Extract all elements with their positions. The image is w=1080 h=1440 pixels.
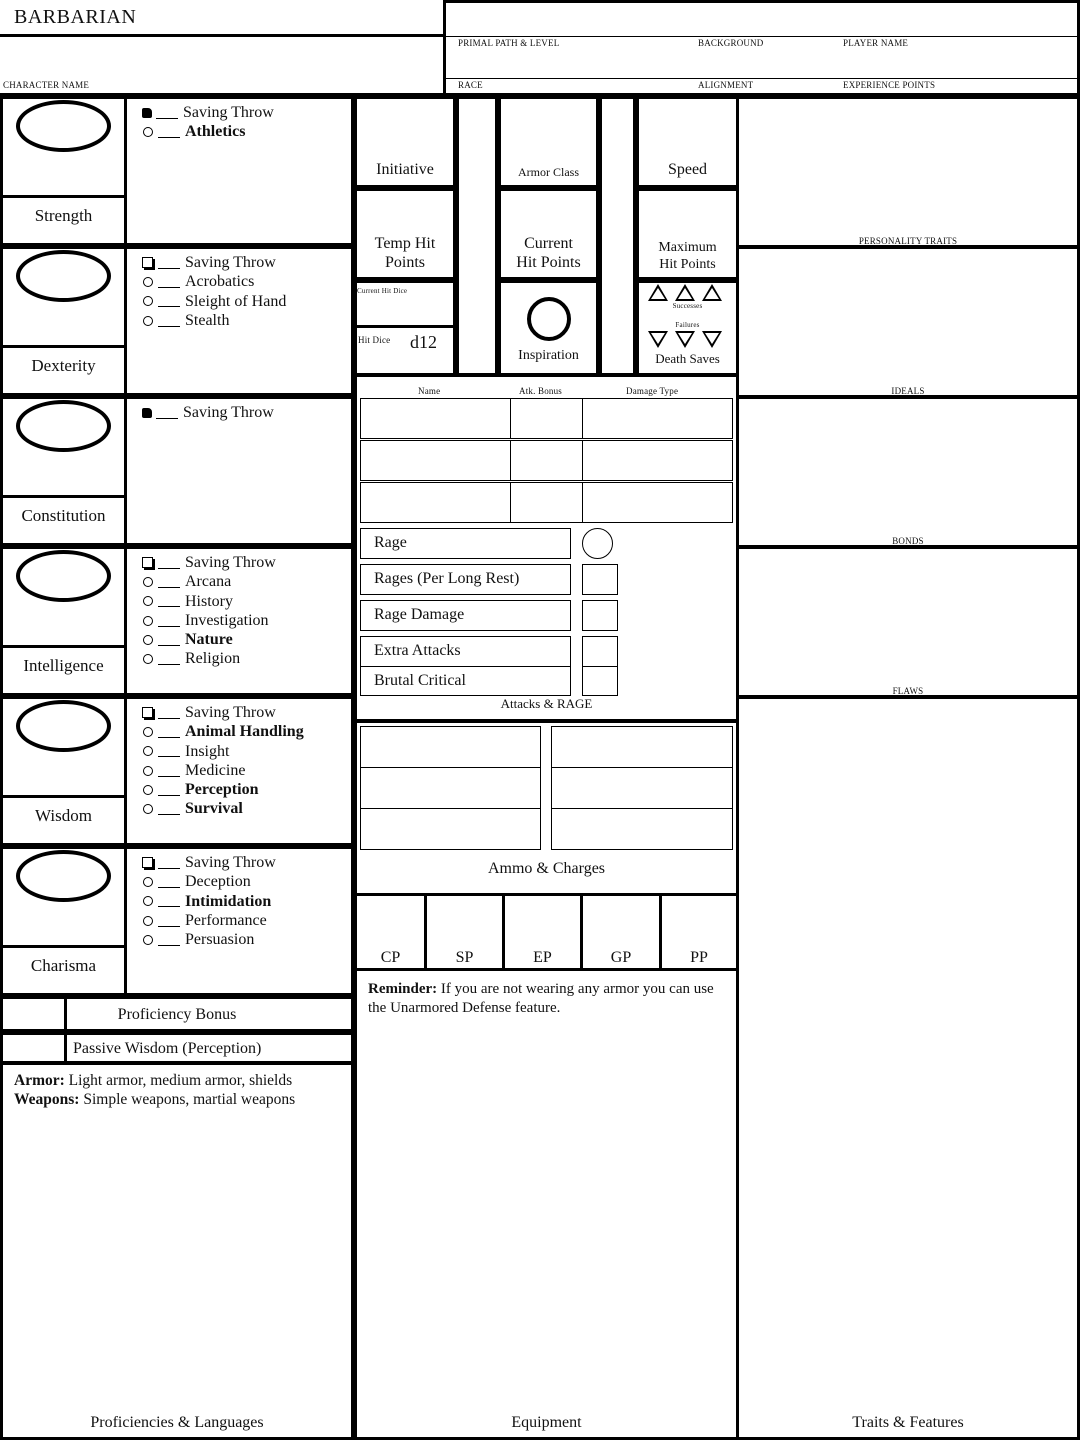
brutal-critical-value[interactable] xyxy=(582,666,618,696)
skill-row[interactable] xyxy=(141,122,274,141)
weapons-proficiency xyxy=(14,1091,295,1109)
death-save-failure-inner xyxy=(678,333,692,344)
inspiration-circle[interactable] xyxy=(527,297,571,341)
attack-col-bonus: Atk. Bonus xyxy=(519,386,563,396)
proficiency-checkbox[interactable] xyxy=(142,557,153,568)
ideals-label: IDEALS xyxy=(891,386,925,396)
skill-row[interactable] xyxy=(141,553,276,572)
proficiency-checkbox[interactable] xyxy=(143,896,153,906)
skill-bonus-blank[interactable] xyxy=(158,615,180,627)
death-save-success-inner xyxy=(678,288,692,299)
charisma-modifier-oval[interactable] xyxy=(16,850,111,902)
bonds-label: BONDS xyxy=(892,536,924,546)
skill-label: Stealth xyxy=(185,311,230,329)
armor-proficiency xyxy=(14,1072,292,1090)
dexterity-label: Dexterity xyxy=(31,356,96,375)
coin-label-cp: CP xyxy=(380,949,401,966)
ideals-box[interactable] xyxy=(736,246,1080,398)
skill-bonus-blank[interactable] xyxy=(158,726,180,738)
equipment-reminder xyxy=(368,980,728,1018)
coin-label-pp: PP xyxy=(690,949,708,966)
skill-bonus-blank[interactable] xyxy=(158,745,180,757)
death-save-failure-inner xyxy=(705,333,719,344)
weapons-label: Weapons: xyxy=(14,1091,80,1108)
skill-bonus-blank[interactable] xyxy=(158,915,180,927)
strength-skill-list xyxy=(141,103,274,142)
skill-label: Deception xyxy=(185,873,251,891)
attack-bonus-cell[interactable] xyxy=(510,398,583,439)
coin-label-sp: SP xyxy=(455,949,474,966)
skill-row[interactable] xyxy=(141,649,276,668)
alignment-label: ALIGNMENT xyxy=(698,80,754,90)
attack-name-cell[interactable] xyxy=(360,440,511,481)
strength-label: Strength xyxy=(34,206,93,225)
skill-row[interactable] xyxy=(141,853,276,872)
personality-traits-label: PERSONALITY TRAITS xyxy=(858,236,958,246)
intelligence-modifier-oval[interactable] xyxy=(16,550,111,602)
proficiency-checkbox[interactable] xyxy=(143,785,153,795)
skill-bonus-blank[interactable] xyxy=(156,107,178,119)
skill-bonus-blank[interactable] xyxy=(158,934,180,946)
charisma-label: Charisma xyxy=(30,956,97,975)
hit-dice-label: Hit Dice xyxy=(358,335,391,345)
skill-bonus-blank[interactable] xyxy=(158,576,180,588)
max-hp-label-2: Hit Points xyxy=(659,257,716,272)
skill-label: Insight xyxy=(185,742,230,760)
proficiency-checkbox[interactable] xyxy=(142,707,153,718)
temp-hp-label-1: Temp Hit xyxy=(374,235,436,252)
attack-col-damage: Damage Type xyxy=(626,386,679,396)
proficiency-checkbox[interactable] xyxy=(143,296,153,306)
constitution-modifier-oval[interactable] xyxy=(16,400,111,452)
skill-bonus-blank[interactable] xyxy=(158,653,180,665)
proficiency-checkbox[interactable] xyxy=(143,577,153,587)
proficiency-checkbox[interactable] xyxy=(143,654,153,664)
death-save-success-inner xyxy=(705,288,719,299)
skill-row[interactable] xyxy=(141,611,276,630)
coin-label-gp: GP xyxy=(610,949,632,966)
charisma-skill-list xyxy=(141,853,276,949)
combat-separator-right xyxy=(599,96,636,376)
proficiencies-title: Proficiencies & Languages xyxy=(90,1414,264,1431)
successes-label: Successes xyxy=(672,302,703,310)
rage-damage-value[interactable] xyxy=(582,600,618,631)
skill-label: Medicine xyxy=(185,761,246,779)
skill-label: Religion xyxy=(185,650,241,668)
skill-row[interactable] xyxy=(141,253,286,272)
ammo-cell[interactable] xyxy=(551,726,733,768)
ammo-cell[interactable] xyxy=(551,767,733,809)
death-save-success-inner xyxy=(651,288,665,299)
proficiency-checkbox[interactable] xyxy=(143,635,153,645)
ammo-title: Ammo & Charges xyxy=(487,860,606,877)
temp-hp-label-2: Points xyxy=(384,254,425,271)
skill-bonus-blank[interactable] xyxy=(158,876,180,888)
skill-bonus-blank[interactable] xyxy=(158,765,180,777)
skill-row[interactable] xyxy=(141,311,286,330)
equipment-box[interactable] xyxy=(354,968,739,1440)
attack-bonus-cell[interactable] xyxy=(510,440,583,481)
proficiency-checkbox[interactable] xyxy=(143,746,153,756)
proficiency-checkbox[interactable] xyxy=(143,766,153,776)
header-info-box xyxy=(443,0,1080,96)
skill-label: Survival xyxy=(185,800,243,818)
proficiency-bonus-label: Proficiency Bonus xyxy=(117,1006,237,1023)
skill-bonus-blank[interactable] xyxy=(158,784,180,796)
attack-name-cell[interactable] xyxy=(360,398,511,439)
skill-row[interactable] xyxy=(141,911,276,930)
skill-row[interactable] xyxy=(141,630,276,649)
skill-bonus-blank[interactable] xyxy=(158,295,180,307)
skill-row[interactable] xyxy=(141,780,304,799)
skill-label: Sleight of Hand xyxy=(185,292,287,310)
extra-attacks-value[interactable] xyxy=(582,636,618,667)
reminder-text: If you are not wearing any armor you can use the Unarmored Defense feature. xyxy=(368,981,714,1016)
hit-dice-value: d12 xyxy=(410,332,437,352)
proficiency-checkbox[interactable] xyxy=(143,877,153,887)
attack-damage-cell[interactable] xyxy=(582,482,733,523)
armor-class-label: Armor Class xyxy=(518,165,579,179)
skill-bonus-blank[interactable] xyxy=(158,557,180,569)
attacks-rage-title: Attacks & RAGE xyxy=(500,696,593,711)
player-name-label: PLAYER NAME xyxy=(843,38,909,48)
rages-per-rest-label: Rages (Per Long Rest) xyxy=(374,570,520,587)
proficiency-checkbox[interactable] xyxy=(142,857,153,868)
armor-text: Light armor, medium armor, shields xyxy=(68,1072,293,1089)
traits-features-title: Traits & Features xyxy=(852,1414,964,1431)
skill-label: Intimidation xyxy=(185,892,272,910)
skill-row[interactable] xyxy=(141,103,274,122)
skill-row[interactable] xyxy=(141,892,276,911)
skill-label: Persuasion xyxy=(185,931,255,949)
skill-bonus-blank[interactable] xyxy=(156,407,178,419)
skill-bonus-blank[interactable] xyxy=(158,634,180,646)
hit-dice-box[interactable] xyxy=(354,325,456,376)
constitution-skill-list xyxy=(141,403,274,422)
proficiency-checkbox[interactable] xyxy=(143,596,153,606)
reminder-label: Reminder: xyxy=(368,981,438,997)
attack-bonus-cell[interactable] xyxy=(510,482,583,523)
header-divider-2 xyxy=(446,78,1077,79)
ammo-cell[interactable] xyxy=(360,808,541,850)
skill-row[interactable] xyxy=(141,703,304,722)
skill-label: History xyxy=(185,592,233,610)
death-save-failure-inner xyxy=(651,333,665,344)
skill-label: Saving Throw xyxy=(185,854,276,871)
skill-label: Investigation xyxy=(185,611,269,629)
intelligence-label: Intelligence xyxy=(23,656,104,675)
constitution-label: Constitution xyxy=(21,506,106,525)
skill-row[interactable] xyxy=(141,930,276,949)
skill-label: Performance xyxy=(185,911,267,929)
skill-label: Saving Throw xyxy=(185,254,276,271)
proficiency-checkbox[interactable] xyxy=(142,257,153,268)
skill-row[interactable] xyxy=(141,742,304,761)
flaws-label: FLAWS xyxy=(892,686,924,696)
experience-label: EXPERIENCE POINTS xyxy=(843,80,936,90)
rage-circle[interactable] xyxy=(582,528,613,559)
skill-row[interactable] xyxy=(141,722,304,741)
proficiencies-box[interactable] xyxy=(0,1062,354,1440)
proficiency-checkbox[interactable] xyxy=(142,108,152,118)
proficiency-checkbox[interactable] xyxy=(143,727,153,737)
skill-label: Saving Throw xyxy=(185,704,276,721)
skill-row[interactable] xyxy=(141,572,276,591)
inspiration-label: Inspiration xyxy=(518,348,579,363)
proficiency-bonus-value[interactable] xyxy=(3,999,64,1029)
rage-damage-label: Rage Damage xyxy=(374,606,465,623)
rage-label: Rage xyxy=(374,534,407,551)
skill-row[interactable] xyxy=(141,761,304,780)
skill-label: Perception xyxy=(185,781,259,799)
primal-path-label: PRIMAL PATH & LEVEL xyxy=(458,38,560,48)
personality-traits-box[interactable] xyxy=(736,96,1080,248)
race-label: RACE xyxy=(458,80,483,90)
header-divider-1 xyxy=(446,36,1077,37)
proficiency-checkbox[interactable] xyxy=(143,616,153,626)
skill-label: Animal Handling xyxy=(185,723,304,741)
passive-wisdom-value[interactable] xyxy=(3,1035,64,1061)
rages-per-rest-value[interactable] xyxy=(582,564,618,595)
attack-damage-cell[interactable] xyxy=(582,440,733,481)
skill-row[interactable] xyxy=(141,292,286,311)
skill-bonus-blank[interactable] xyxy=(158,803,180,815)
equipment-title: Equipment xyxy=(511,1414,582,1431)
speed-label: Speed xyxy=(667,161,708,178)
proficiency-checkbox[interactable] xyxy=(143,316,153,326)
combat-separator-left xyxy=(456,96,498,376)
max-hp-label-1: Maximum xyxy=(658,240,717,255)
skill-label: Nature xyxy=(185,631,233,649)
skill-bonus-blank[interactable] xyxy=(158,315,180,327)
dexterity-skill-list xyxy=(141,253,286,330)
skill-row[interactable] xyxy=(141,272,286,291)
proficiency-checkbox[interactable] xyxy=(143,916,153,926)
wisdom-label: Wisdom xyxy=(35,806,92,825)
extra-attacks-label: Extra Attacks xyxy=(374,642,461,659)
skill-label: Saving Throw xyxy=(183,404,274,421)
skill-bonus-blank[interactable] xyxy=(158,857,180,869)
weapons-text: Simple weapons, martial weapons xyxy=(83,1091,296,1108)
skill-bonus-blank[interactable] xyxy=(158,595,180,607)
current-hp-label-2: Hit Points xyxy=(516,254,581,271)
initiative-label: Initiative xyxy=(376,161,434,178)
skill-row[interactable] xyxy=(141,872,276,891)
attack-damage-cell[interactable] xyxy=(582,398,733,439)
proficiency-checkbox[interactable] xyxy=(142,408,152,418)
current-hit-dice-label: Current Hit Dice xyxy=(357,287,408,295)
attack-name-cell[interactable] xyxy=(360,482,511,523)
proficiency-checkbox[interactable] xyxy=(143,804,153,814)
character-name-label: CHARACTER NAME xyxy=(3,80,90,90)
intelligence-skill-list xyxy=(141,553,276,669)
skill-bonus-blank[interactable] xyxy=(158,126,180,138)
flaws-box[interactable] xyxy=(736,546,1080,698)
proficiency-checkbox[interactable] xyxy=(143,127,153,137)
proficiency-checkbox[interactable] xyxy=(143,277,153,287)
ammo-cell[interactable] xyxy=(551,808,733,850)
skill-bonus-blank[interactable] xyxy=(158,895,180,907)
skill-label: Saving Throw xyxy=(183,104,274,121)
passive-wisdom-label: Passive Wisdom (Perception) xyxy=(73,1040,262,1057)
background-label: BACKGROUND xyxy=(698,38,764,48)
ammo-cell[interactable] xyxy=(360,726,541,768)
proficiency-checkbox[interactable] xyxy=(143,935,153,945)
skill-label: Acrobatics xyxy=(185,273,255,291)
bonds-box[interactable] xyxy=(736,396,1080,548)
wisdom-modifier-oval[interactable] xyxy=(16,700,111,752)
skill-row[interactable] xyxy=(141,799,304,818)
death-saves-label: Death Saves xyxy=(655,351,720,366)
current-hp-label-1: Current xyxy=(524,235,573,252)
skill-label: Athletics xyxy=(185,123,246,141)
skill-label: Arcana xyxy=(185,573,232,591)
attack-col-name: Name xyxy=(418,386,441,396)
skill-label: Saving Throw xyxy=(185,554,276,571)
brutal-critical-label: Brutal Critical xyxy=(374,672,466,689)
wisdom-skill-list xyxy=(141,703,304,819)
ammo-cell[interactable] xyxy=(360,767,541,809)
skill-bonus-blank[interactable] xyxy=(158,257,180,269)
skill-bonus-blank[interactable] xyxy=(158,276,180,288)
failures-label: Failures xyxy=(675,321,700,329)
coin-label-ep: EP xyxy=(533,949,552,966)
traits-features-box[interactable] xyxy=(736,696,1080,1440)
armor-label: Armor: xyxy=(14,1072,65,1089)
skill-bonus-blank[interactable] xyxy=(158,707,180,719)
skill-row[interactable] xyxy=(141,592,276,611)
strength-modifier-oval[interactable] xyxy=(16,100,111,152)
class-title: BARBARIAN xyxy=(14,6,137,28)
skill-row[interactable] xyxy=(141,403,274,422)
dexterity-modifier-oval[interactable] xyxy=(16,250,111,302)
